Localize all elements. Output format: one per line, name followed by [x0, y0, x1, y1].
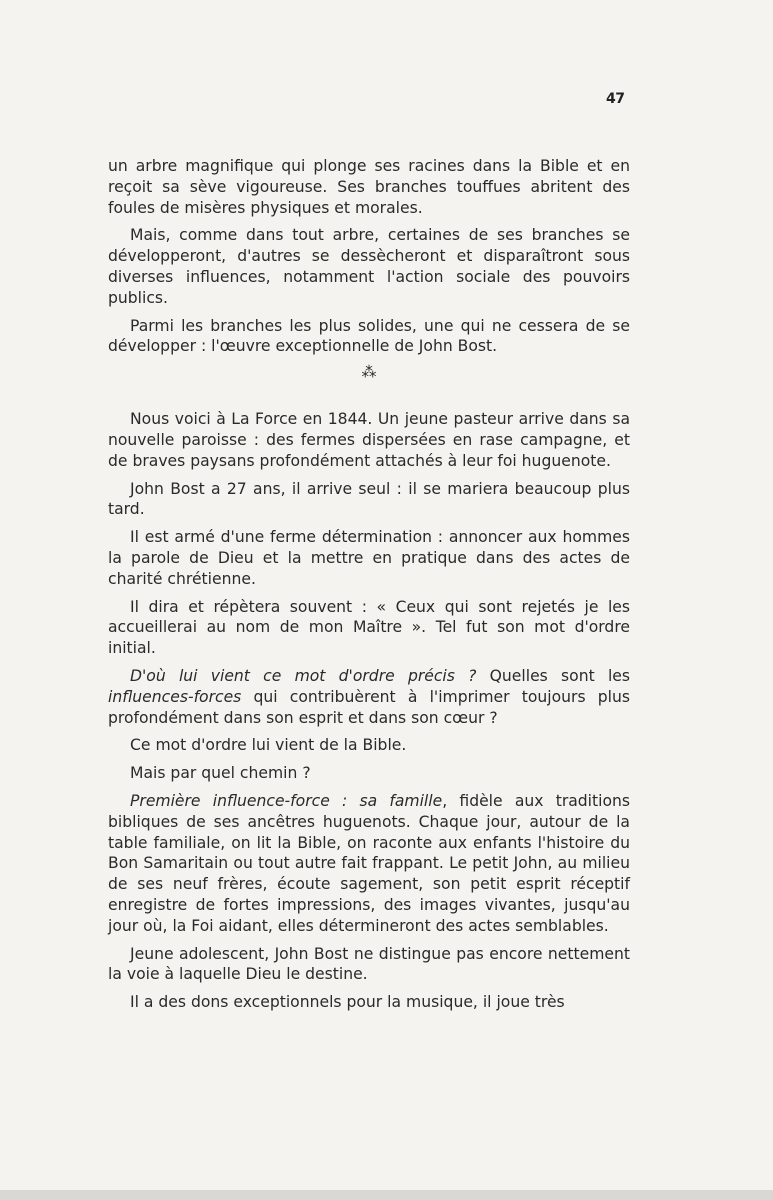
- paragraph: [108, 791, 630, 937]
- italic-text: D'où lui vient ce mot d'ordre précis ?: [130, 666, 477, 685]
- section-separator: ⁂: [361, 363, 377, 382]
- italic-text: influences-forces: [108, 687, 242, 706]
- paragraph: John Bost a 27 ans, il arrive seul : il se mariera beaucoup plus tard.: [108, 479, 630, 519]
- paragraph: Ce mot d'ordre lui vient de la Bible.: [130, 736, 407, 755]
- italic-text: Première influence-force : sa famille: [130, 791, 443, 810]
- paragraph: Parmi les branches les plus solides, une qui ne cessera de se développer : l'œuvre exceptionnelle de John Bost.: [108, 316, 630, 356]
- paragraph: Mais par quel chemin ?: [130, 764, 311, 783]
- paragraph: Nous voici à La Force en 1844. Un jeune pasteur arrive dans sa nouvelle paroisse : des fermes dispersées en rase campagne, et de braves paysans profondément attachés à leur foi huguenote.: [108, 410, 630, 470]
- paragraph: [108, 666, 630, 728]
- body-text: [108, 156, 630, 1020]
- paragraph-text: Quelles sont les: [476, 666, 630, 685]
- paragraph: Il dira et répètera souvent : « Ceux qui sont rejetés je les accueillerai au nom de mon Maître ». Tel fut son mot d'ordre initial.: [108, 597, 630, 658]
- paragraph: Jeune adolescent, John Bost ne distingue pas encore nettement la voie à laquelle Dieu le destine.: [108, 944, 630, 984]
- paragraph-text: qui contribuèrent à l'imprimer toujours plus profondément dans son esprit et dans son cœur ?: [108, 687, 630, 727]
- paragraph: Mais, comme dans tout arbre, certaines de ses branches se développeront, d'autres se dessècheront et disparaîtront sous diverses influences, notamment l'action sociale des pouvoirs publics.: [108, 226, 630, 307]
- page-bottom-edge: [0, 1190, 773, 1200]
- paragraph: Il est armé d'une ferme détermination : annoncer aux hommes la parole de Dieu et la mettre en pratique dans des actes de charité chrétienne.: [108, 528, 630, 588]
- paragraph: Il a des dons exceptionnels pour la musique, il joue très: [130, 993, 565, 1012]
- page-number: 47: [606, 91, 625, 107]
- paragraph: un arbre magnifique qui plonge ses racines dans la Bible et en reçoit sa sève vigoureuse. Ses branches touffues abritent des foules de misères physiques et morales.: [108, 157, 630, 217]
- paragraph-text: , fidèle aux traditions bibliques de ses ancêtres huguenots. Chaque jour, autour de la table familiale, on lit la Bible, on raconte aux enfants l'histoire du Bon Samaritain ou tout autre fait frappant. Le petit John, au milieu de ses neuf frères, écoute sagement, son petit esprit réceptif enregistre de fortes impressions, des images vivantes, jusqu'au jour où, la Foi aidant, elles détermineront des actes semblables.: [108, 791, 631, 935]
